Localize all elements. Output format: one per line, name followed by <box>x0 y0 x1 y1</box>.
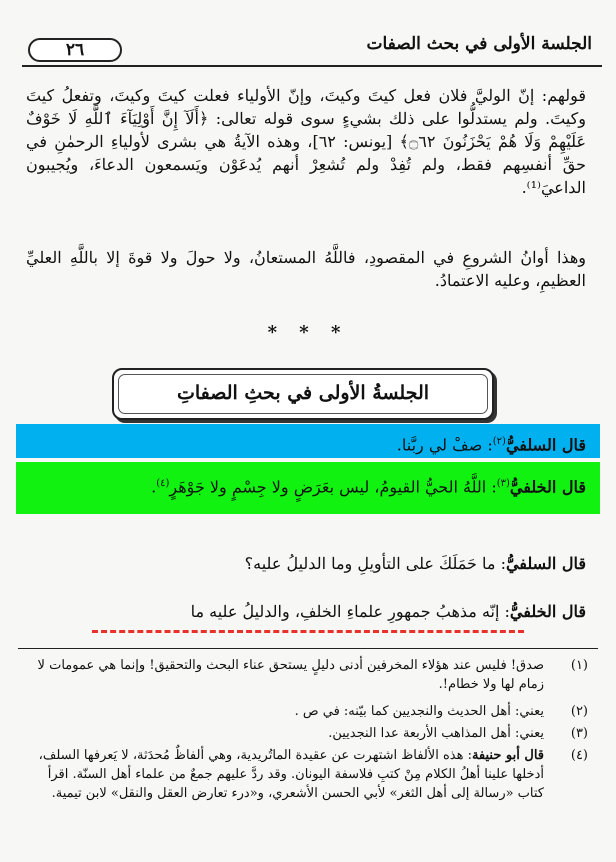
dialogue-text: : اللَّهُ الحيُّ القيومُ، ليس بعَرَضٍ ولا جِسْمٍ ولا جَوْهَرٍ <box>169 477 497 497</box>
section-title-frame <box>112 368 494 420</box>
page-number: ٢٦ <box>28 38 122 62</box>
dialogue-text: : إنّه مذهبُ جمهورِ علماءِ الخلفِ، والدليلُ عليه ما <box>190 602 510 621</box>
speaker-khalafi: قال الخلفيُّ <box>509 477 586 497</box>
dialogue-text: : صفْ لي ربَّنا. <box>396 435 493 455</box>
footnote-text: يعني: أهل المذاهب الأربعة عدا النجديين. <box>328 726 544 741</box>
footnote-3 <box>26 724 588 743</box>
footnote-ref-4: (٤) <box>156 478 170 489</box>
dialogue-line-1 <box>26 428 586 459</box>
speaker-salafi: قال السلفيُّ <box>505 554 586 573</box>
footnote-rule <box>18 648 598 649</box>
footnote-text: يعني: أهل الحديث والنجديين كما بيّنه: في ص . <box>294 704 544 719</box>
speaker-salafi: قال السلفيُّ <box>505 435 586 455</box>
footnote-text: صدق! فليس عند هؤلاء المخرفين أدنى دليلٍ يستحق عناء البحث والتحقيق! وإنما هي عمومات لا زمام لها ولا خطام!. <box>37 658 544 692</box>
dialogue-text: : ما حَمَلَكَ على التأويلِ وما الدليلُ عليه؟ <box>244 554 506 573</box>
footnote-ref-2: (٢) <box>492 436 506 447</box>
footnote-lead: قال أبو حنيفة <box>471 748 544 763</box>
footnote-ref-3: (٣) <box>496 478 510 489</box>
footnote-number: (٣) <box>570 726 588 741</box>
footnote-text <box>26 746 544 803</box>
footnote-number: (٤) <box>570 748 588 763</box>
footnote-number: (٢) <box>570 704 588 719</box>
section-separator: * * * <box>267 322 349 343</box>
footnote-4 <box>26 746 588 803</box>
speaker-khalafi: قال الخلفيُّ <box>509 602 586 621</box>
dialogue-line-3 <box>26 550 586 578</box>
footnote-number: (١) <box>570 658 588 673</box>
footnote-2 <box>26 702 588 721</box>
footnote-1 <box>26 656 588 694</box>
header-rule <box>22 65 602 67</box>
running-title: الجلسة الأولى في بحث الصفات <box>366 34 592 54</box>
body-paragraph-1: قولهم: إنّ الوليَّ فلان فعل كيتَ وكيتَ، وإنّ الأولياء فعلت كيتَ وكيتَ، وتفعلُ كيتَ وكيتَ. ولم يستدلُّوا على ذلك بشيءٍ سوى قوله تعالى: ﴿أَلَآ إِنَّ أَوْلِيَآءَ ٱللَّهِ لَا خَوْفٌ عَلَيْهِمْ وَلَا هُمْ يَحْزَنُونَ ۝٦٢﴾ [يونس: ٦٢]، وهذه الآيةُ هي بشرى لأولياءِ الرحمٰنِ في حقِّ أنفسِهم فقط، ولم تُفِدْ ولم تُشعِرْ أنهم يُدعَوْن ويَسمعون الدعاءَ، ويُجيبون الداعيَ⁽¹⁾. <box>26 86 586 197</box>
dialogue-line-2 <box>26 470 586 501</box>
red-dashed-underline <box>92 630 524 633</box>
body-paragraph-2: وهذا أوانُ الشروعِ في المقصودِ، فاللَّهُ المستعانُ، ولا حولَ ولا قوةَ إلا باللَّهِ العليِّ العظيمِ، وعليه الاعتمادُ. <box>26 248 586 290</box>
page-header <box>22 28 602 68</box>
footnote-body: : هذه الألفاظ اشتهرت عن عقيدة الماتُريدية، وهي ألفاظٌ مُحدَثة، لا يَعرفها السلف، أدخلها علينا أهلُ الكلام مِنْ كتبِ فلاسفة اليونان. وقد ردَّ عليهم جمعٌ من علماء أهل السنّة. اقرأ كتاب «رسالة إلى أهل الثغر» لأبي الحسن الأشعري، و«درء تعارض العقل والنقل» لابن تيمية. <box>38 748 544 801</box>
dialogue-tail: . <box>151 477 157 497</box>
dialogue-line-4 <box>26 598 586 626</box>
section-title: الجلسةُ الأولى في بحثِ الصفاتِ <box>118 374 488 414</box>
